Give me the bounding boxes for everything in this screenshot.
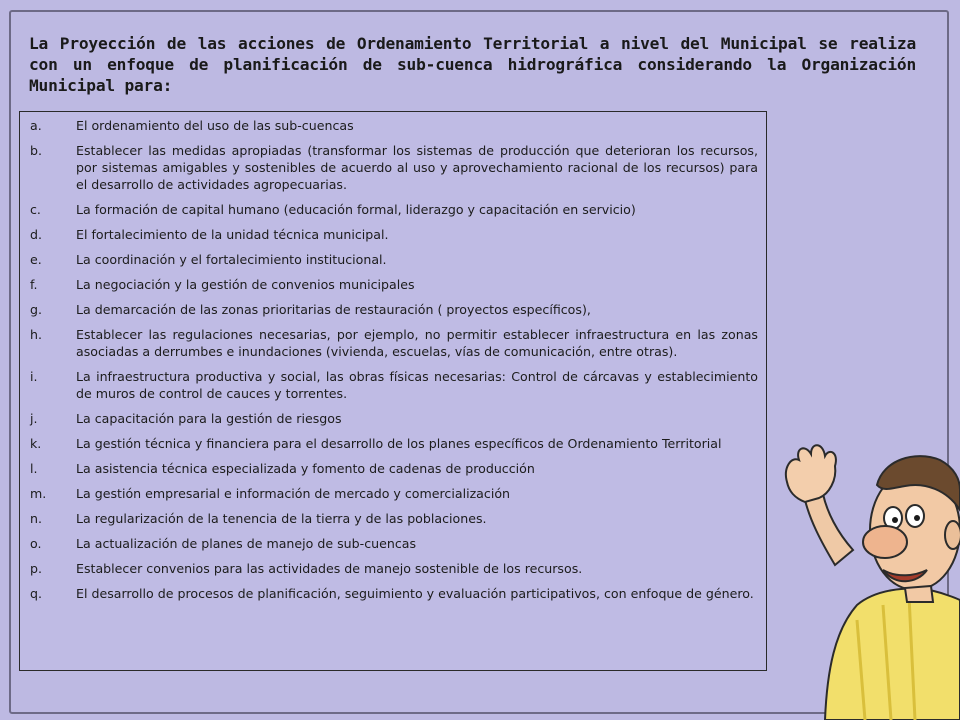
list-item — [30, 560, 758, 577]
cartoon-arm — [805, 494, 853, 565]
list-item — [30, 585, 758, 602]
list-item — [30, 201, 758, 218]
list-item — [30, 142, 758, 193]
item-marker: n. — [30, 511, 42, 526]
cartoon-man-illustration — [765, 390, 960, 720]
cartoon-nose — [863, 526, 907, 558]
cartoon-shirt — [825, 589, 960, 720]
item-marker: c. — [30, 202, 41, 217]
item-marker: k. — [30, 436, 42, 451]
actions-list — [20, 112, 766, 602]
item-marker: i. — [30, 369, 38, 384]
list-item — [30, 535, 758, 552]
list-item — [30, 368, 758, 402]
list-item — [30, 117, 758, 134]
item-text: La infraestructura productiva y social, las obras físicas necesarias: Control de cárcavas y establecimiento de muros de control de cauces y torrentes. — [76, 369, 758, 401]
item-text: La gestión empresarial e información de mercado y comercialización — [76, 486, 511, 501]
list-item — [30, 460, 758, 477]
item-text: Establecer convenios para las actividades de manejo sostenible de los recursos. — [76, 561, 583, 576]
item-marker: g. — [30, 302, 42, 317]
item-marker: a. — [30, 118, 42, 133]
slide-title: La Proyección de las acciones de Ordenamiento Territorial a nivel del Municipal se realiza con un enfoque de planificación de sub-cuenca hidrográfica considerando la Organización Municipal para: — [29, 34, 916, 95]
item-text: La asistencia técnica especializada y fomento de cadenas de producción — [76, 461, 535, 476]
list-item — [30, 510, 758, 527]
list-item — [30, 251, 758, 268]
item-marker: h. — [30, 327, 42, 342]
list-item — [30, 435, 758, 452]
item-text: La regularización de la tenencia de la tierra y de las poblaciones. — [76, 511, 487, 526]
actions-list-box — [19, 111, 767, 671]
item-text: El desarrollo de procesos de planificación, seguimiento y evaluación participativos, con enfoque de género. — [76, 586, 754, 601]
item-text: Establecer las medidas apropiadas (transformar los sistemas de producción que deterioran los recursos, por sistemas amigables y sostenibles de acuerdo al uso y aprovechamiento racional de los recursos) para el desarrollo de actividades agropecuarias. — [76, 143, 758, 192]
item-text: La formación de capital humano (educación formal, liderazgo y capacitación en servicio) — [76, 202, 636, 217]
item-text: La demarcación de las zonas prioritarias de restauración ( proyectos específicos), — [76, 302, 591, 317]
item-marker: b. — [30, 143, 42, 158]
list-item — [30, 485, 758, 502]
list-item — [30, 276, 758, 293]
item-text: Establecer las regulaciones necesarias, por ejemplo, no permitir establecer infraestructura en las zonas asociadas a derrumbes e inundaciones (vivienda, escuelas, vías de comunicación, entre otras). — [76, 327, 758, 359]
item-text: El ordenamiento del uso de las sub-cuencas — [76, 118, 354, 133]
item-marker: m. — [30, 486, 47, 501]
item-text: La capacitación para la gestión de riesgos — [76, 411, 342, 426]
item-text: La negociación y la gestión de convenios municipales — [76, 277, 415, 292]
item-text: La coordinación y el fortalecimiento institucional. — [76, 252, 387, 267]
list-item — [30, 301, 758, 318]
item-marker: p. — [30, 561, 42, 576]
item-marker: e. — [30, 252, 42, 267]
item-marker: f. — [30, 277, 38, 292]
item-text: La actualización de planes de manejo de sub-cuencas — [76, 536, 417, 551]
cartoon-ear — [945, 521, 960, 549]
item-marker: j. — [30, 411, 38, 426]
item-text: La gestión técnica y financiera para el desarrollo de los planes específicos de Ordenamiento Territorial — [76, 436, 722, 451]
list-item — [30, 326, 758, 360]
item-marker: q. — [30, 586, 42, 601]
item-marker: o. — [30, 536, 42, 551]
list-item — [30, 226, 758, 243]
item-marker: d. — [30, 227, 42, 242]
list-item — [30, 410, 758, 427]
item-text: El fortalecimiento de la unidad técnica municipal. — [76, 227, 389, 242]
item-marker: l. — [30, 461, 38, 476]
cartoon-hand — [786, 445, 836, 502]
